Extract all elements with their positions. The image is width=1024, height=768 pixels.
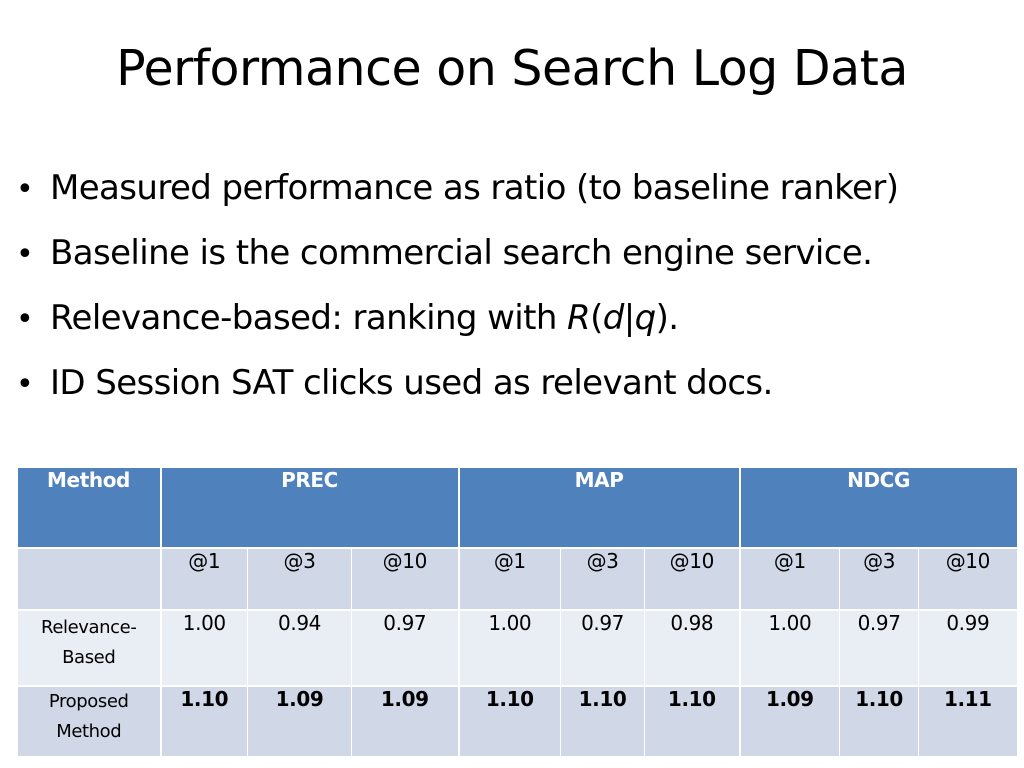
value-cell: 1.00 xyxy=(740,610,840,686)
table-header-row xyxy=(18,468,1017,548)
header-method: Method xyxy=(18,468,161,548)
value-cell: 1.10 xyxy=(840,686,919,756)
formula-r: R xyxy=(567,298,591,338)
formula-bar: | xyxy=(623,298,635,338)
subheader-cell: @3 xyxy=(840,548,919,610)
subheader-cell: @3 xyxy=(248,548,352,610)
value-cell: 0.97 xyxy=(840,610,919,686)
value-cell: 0.99 xyxy=(919,610,1017,686)
method-line: Based xyxy=(62,647,116,668)
subheader-cell: @3 xyxy=(561,548,645,610)
formula-q: q xyxy=(634,298,656,338)
header-map: MAP xyxy=(459,468,740,548)
value-cell: 1.10 xyxy=(161,686,248,756)
bullet-dot-icon: • xyxy=(16,302,34,337)
bullet-text-prefix: Relevance-based: ranking with xyxy=(50,298,568,338)
value-cell: 0.97 xyxy=(352,610,459,686)
bullet-dot-icon: • xyxy=(16,172,34,207)
value-cell: 0.94 xyxy=(248,610,352,686)
bullet-text: ID Session SAT clicks used as relevant docs. xyxy=(50,363,773,403)
subheader-cell: @10 xyxy=(352,548,459,610)
subheader-cell: @1 xyxy=(459,548,561,610)
bullet-list xyxy=(16,168,1016,428)
method-cell xyxy=(18,686,161,756)
value-cell: 1.11 xyxy=(919,686,1017,756)
bullet-item xyxy=(16,363,1016,428)
method-line: Method xyxy=(56,721,122,742)
value-cell: 1.00 xyxy=(161,610,248,686)
subheader-cell: @10 xyxy=(645,548,740,610)
value-cell: 1.09 xyxy=(352,686,459,756)
bullet-item xyxy=(16,233,1016,298)
formula-open-paren: ( xyxy=(590,298,603,338)
bullet-text xyxy=(50,298,678,338)
header-prec: PREC xyxy=(161,468,459,548)
subheader-empty xyxy=(18,548,161,610)
bullet-text: Baseline is the commercial search engine service. xyxy=(50,233,873,273)
bullet-item xyxy=(16,298,1016,363)
table-subheader-row xyxy=(18,548,1017,610)
value-cell: 1.09 xyxy=(248,686,352,756)
bullet-item xyxy=(16,168,1016,233)
subheader-cell: @1 xyxy=(161,548,248,610)
table-row xyxy=(18,610,1017,686)
slide-title: Performance on Search Log Data xyxy=(116,40,908,97)
bullet-dot-icon: • xyxy=(16,367,34,402)
method-cell xyxy=(18,610,161,686)
subheader-cell: @10 xyxy=(919,548,1017,610)
subheader-cell: @1 xyxy=(740,548,840,610)
method-line: Relevance- xyxy=(41,617,137,638)
formula-d: d xyxy=(602,298,624,338)
bullet-text: Measured performance as ratio (to baseline ranker) xyxy=(50,168,899,208)
method-line: Proposed xyxy=(48,691,129,712)
value-cell: 1.00 xyxy=(459,610,561,686)
header-ndcg: NDCG xyxy=(740,468,1017,548)
value-cell: 1.10 xyxy=(459,686,561,756)
bullet-dot-icon: • xyxy=(16,237,34,272)
value-cell: 1.10 xyxy=(561,686,645,756)
results-table xyxy=(17,468,1017,756)
value-cell: 0.98 xyxy=(645,610,740,686)
table-row xyxy=(18,686,1017,756)
value-cell: 1.10 xyxy=(645,686,740,756)
formula-close: ). xyxy=(655,298,679,338)
value-cell: 0.97 xyxy=(561,610,645,686)
value-cell: 1.09 xyxy=(740,686,840,756)
